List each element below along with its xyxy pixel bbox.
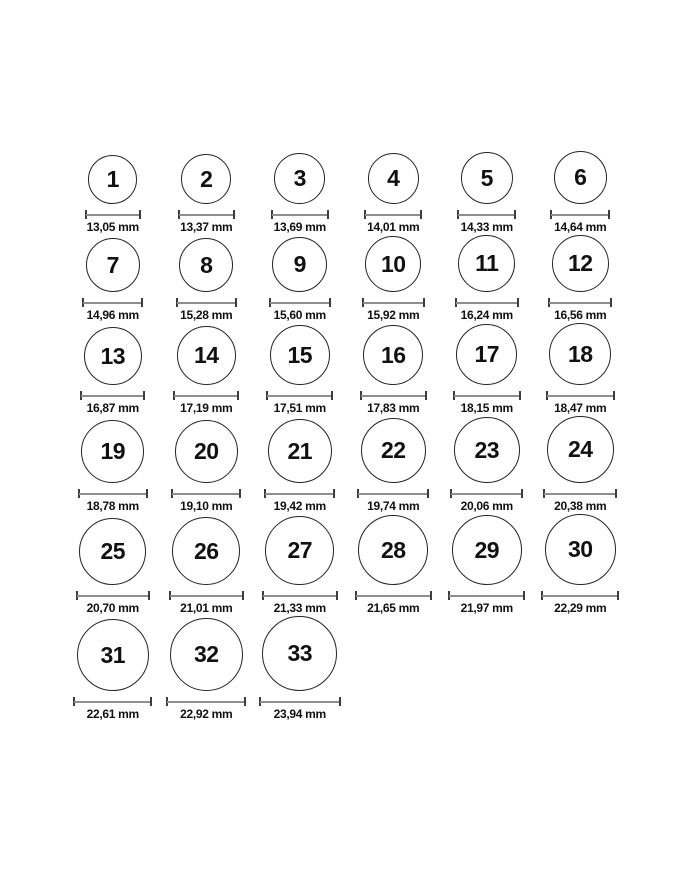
ring-size-number: 9 [293, 251, 306, 277]
ring-size-cell [534, 323, 628, 414]
ring-size-number: 12 [567, 250, 593, 276]
ruler-bar [260, 701, 340, 703]
diameter-ruler [357, 489, 429, 498]
ring-circle [79, 518, 146, 585]
ruler-tick-right [141, 298, 143, 307]
ring-size-row [0, 235, 700, 321]
ring-size-cell [66, 155, 160, 233]
ruler-bar [270, 302, 330, 304]
ring-circle [552, 235, 609, 292]
ring-circle [461, 152, 513, 204]
ruler-tick-right [336, 591, 338, 600]
ring-circle [458, 235, 515, 292]
diameter-label: 21,97 mm [460, 601, 513, 615]
ring-size-number: 30 [567, 536, 593, 562]
ring-circle [358, 515, 428, 585]
diameter-label: 23,94 mm [273, 707, 326, 721]
ring-circle [363, 325, 423, 385]
ruler-bar [458, 214, 515, 216]
ring-size-number: 24 [567, 436, 593, 462]
diameter-label: 20,38 mm [554, 499, 607, 513]
diameter-ruler [80, 391, 145, 400]
ruler-bar [272, 214, 328, 216]
ruler-tick-right [242, 591, 244, 600]
ruler-bar [549, 302, 611, 304]
diameter-ruler [453, 391, 521, 400]
diameter-ruler [259, 697, 341, 706]
ruler-tick-right [150, 697, 152, 706]
diameter-ruler [355, 591, 432, 600]
ring-size-number: 27 [287, 537, 313, 563]
ruler-bar [542, 595, 618, 597]
diameter-ruler [169, 591, 244, 600]
ring-size-cell [160, 238, 254, 321]
diameter-ruler [548, 298, 612, 307]
ruler-tick-right [423, 298, 425, 307]
ring-size-row [0, 616, 700, 720]
ring-size-number: 26 [193, 537, 219, 564]
ring-size-cell [534, 151, 628, 233]
ring-size-cell [66, 420, 160, 512]
diameter-label: 18,47 mm [554, 401, 607, 415]
ruler-bar [81, 395, 144, 397]
diameter-label: 15,92 mm [367, 308, 420, 322]
ring-circle [270, 325, 330, 385]
diameter-label: 13,69 mm [273, 220, 326, 234]
ruler-bar [174, 395, 238, 397]
ring-size-number: 3 [293, 165, 306, 191]
ring-circle [86, 238, 140, 292]
ring-size-number: 31 [100, 641, 126, 668]
diameter-ruler [364, 210, 422, 219]
diameter-label: 21,33 mm [273, 601, 326, 615]
ring-size-number: 25 [100, 538, 126, 564]
ruler-bar [167, 701, 245, 703]
ring-circle [549, 323, 611, 385]
ruler-tick-right [615, 489, 617, 498]
ruler-tick-right [329, 298, 331, 307]
ring-size-row [0, 514, 700, 614]
ring-circle [179, 238, 233, 292]
diameter-ruler [82, 298, 143, 307]
ruler-bar [179, 214, 234, 216]
diameter-label: 14,64 mm [554, 220, 607, 234]
diameter-label: 19,10 mm [180, 499, 233, 513]
ruler-tick-right [430, 591, 432, 600]
diameter-label: 18,15 mm [460, 401, 513, 415]
ring-circle [274, 153, 325, 204]
ruler-bar [172, 493, 240, 495]
diameter-ruler [457, 210, 516, 219]
ruler-tick-right [420, 210, 422, 219]
diameter-ruler [269, 298, 331, 307]
ring-circle [272, 237, 327, 292]
diameter-ruler [546, 391, 615, 400]
diameter-ruler [271, 210, 329, 219]
ring-size-cell [440, 324, 534, 414]
ring-size-cell [253, 325, 347, 414]
ring-size-number: 23 [474, 436, 500, 463]
ruler-bar [363, 302, 424, 304]
ring-size-cell [534, 416, 628, 512]
ring-size-cell [66, 619, 160, 720]
ruler-tick-right [608, 210, 610, 219]
ring-size-number: 1 [106, 166, 119, 192]
ring-size-row [0, 323, 700, 414]
diameter-label: 22,92 mm [180, 707, 233, 721]
ring-size-number: 8 [200, 251, 213, 278]
ring-circle [545, 514, 616, 585]
ruler-tick-right [146, 489, 148, 498]
ruler-tick-right [610, 298, 612, 307]
diameter-label: 19,42 mm [273, 499, 326, 513]
ruler-bar [358, 493, 428, 495]
ruler-tick-right [523, 591, 525, 600]
ring-size-cell [253, 516, 347, 614]
diameter-label: 16,56 mm [554, 308, 607, 322]
diameter-label: 13,37 mm [180, 220, 233, 234]
ring-size-cell [347, 418, 441, 512]
ruler-tick-right [519, 391, 521, 400]
diameter-ruler [76, 591, 150, 600]
diameter-ruler [73, 697, 152, 706]
ring-size-cell [66, 518, 160, 614]
ring-circle [547, 416, 614, 483]
ring-size-cell [253, 616, 347, 720]
diameter-ruler [541, 591, 619, 600]
ring-size-number: 2 [200, 165, 213, 192]
diameter-ruler [176, 298, 237, 307]
ring-size-number: 33 [287, 640, 313, 666]
diameter-ruler [450, 489, 523, 498]
diameter-ruler [360, 391, 427, 400]
diameter-label: 17,83 mm [367, 401, 420, 415]
diameter-label: 21,01 mm [180, 601, 233, 615]
ring-size-number: 19 [100, 438, 126, 464]
ring-circle [175, 420, 238, 483]
ruler-bar [544, 493, 616, 495]
diameter-label: 22,29 mm [554, 601, 607, 615]
ring-circle [262, 616, 337, 691]
ring-circle [268, 419, 332, 483]
diameter-label: 20,06 mm [460, 499, 513, 513]
ring-size-cell [534, 235, 628, 321]
diameter-ruler [85, 210, 141, 219]
ring-size-cell [440, 417, 534, 512]
ruler-tick-right [143, 391, 145, 400]
ring-size-number: 14 [193, 342, 219, 368]
diameter-label: 14,01 mm [367, 220, 420, 234]
ruler-tick-right [617, 591, 619, 600]
ruler-bar [170, 595, 243, 597]
ring-size-cell [440, 235, 534, 321]
ring-size-cell [440, 152, 534, 233]
ring-size-cell [160, 420, 254, 512]
ring-size-cell [253, 419, 347, 512]
ring-size-cell [160, 326, 254, 414]
ruler-tick-right [235, 298, 237, 307]
diameter-label: 14,96 mm [86, 308, 139, 322]
diameter-ruler [178, 210, 235, 219]
diameter-label: 17,51 mm [273, 401, 326, 415]
diameter-label: 16,87 mm [86, 401, 139, 415]
diameter-ruler [264, 489, 335, 498]
ruler-bar [267, 395, 332, 397]
ruler-bar [177, 302, 236, 304]
ring-size-chart [0, 151, 700, 720]
ring-size-number: 6 [574, 164, 587, 190]
ring-size-cell [253, 237, 347, 321]
ring-circle [81, 420, 144, 483]
ruler-bar [551, 214, 609, 216]
ring-circle [456, 324, 517, 385]
ring-size-number: 10 [380, 250, 406, 277]
ring-size-number: 21 [287, 437, 313, 464]
ring-circle [88, 155, 137, 204]
diameter-label: 13,05 mm [86, 220, 139, 234]
ruler-bar [547, 395, 614, 397]
ruler-bar [83, 302, 142, 304]
ring-size-number: 4 [387, 165, 400, 191]
ruler-bar [454, 395, 520, 397]
ring-size-number: 28 [380, 536, 406, 563]
diameter-label: 17,19 mm [180, 401, 233, 415]
diameter-ruler [455, 298, 519, 307]
ruler-bar [365, 214, 421, 216]
ring-size-cell [534, 514, 628, 614]
diameter-ruler [78, 489, 148, 498]
diameter-ruler [166, 697, 246, 706]
ring-circle [452, 515, 522, 585]
ring-circle [365, 236, 421, 292]
ruler-tick-right [239, 489, 241, 498]
ruler-tick-right [339, 697, 341, 706]
diameter-ruler [543, 489, 617, 498]
ring-circle [361, 418, 426, 483]
ring-size-cell [347, 153, 441, 233]
diameter-label: 22,61 mm [86, 707, 139, 721]
ring-circle [368, 153, 419, 204]
ruler-tick-right [237, 391, 239, 400]
ring-size-cell [440, 515, 534, 614]
diameter-label: 21,65 mm [367, 601, 420, 615]
ruler-tick-right [333, 489, 335, 498]
ring-size-number: 32 [193, 641, 219, 667]
ring-size-number: 20 [193, 438, 219, 464]
diameter-ruler [448, 591, 525, 600]
ruler-tick-right [327, 210, 329, 219]
ring-circle [170, 618, 243, 691]
ruler-bar [79, 493, 147, 495]
ruler-tick-right [517, 298, 519, 307]
ring-size-row [0, 416, 700, 512]
ring-size-cell [253, 153, 347, 233]
ring-circle [172, 517, 240, 585]
ruler-bar [263, 595, 337, 597]
ring-circle [554, 151, 607, 204]
ring-size-number: 13 [100, 342, 126, 369]
ring-circle [454, 417, 520, 483]
ruler-bar [265, 493, 334, 495]
ruler-tick-right [613, 391, 615, 400]
ring-size-number: 22 [380, 437, 406, 463]
diameter-ruler [266, 391, 333, 400]
ring-size-row [0, 151, 700, 233]
ring-circle [177, 326, 236, 385]
ring-size-cell [347, 236, 441, 321]
ruler-tick-right [427, 489, 429, 498]
ring-size-number: 15 [287, 341, 313, 368]
ring-size-number: 11 [475, 250, 499, 276]
diameter-label: 14,33 mm [460, 220, 513, 234]
ruler-tick-right [331, 391, 333, 400]
diameter-ruler [173, 391, 239, 400]
diameter-ruler [362, 298, 425, 307]
ruler-bar [361, 395, 426, 397]
ruler-tick-right [521, 489, 523, 498]
diameter-ruler [262, 591, 338, 600]
ruler-bar [356, 595, 431, 597]
ring-size-number: 29 [474, 536, 500, 563]
ruler-bar [449, 595, 524, 597]
ruler-bar [77, 595, 149, 597]
ring-size-number: 17 [474, 341, 500, 367]
ring-circle [181, 154, 231, 204]
ruler-tick-right [233, 210, 235, 219]
ring-size-cell [160, 517, 254, 614]
ring-size-number: 18 [567, 340, 593, 367]
diameter-label: 15,60 mm [273, 308, 326, 322]
ring-size-cell [347, 325, 441, 414]
diameter-ruler [550, 210, 610, 219]
ring-circle [265, 516, 334, 585]
ring-size-cell [160, 618, 254, 720]
diameter-label: 15,28 mm [180, 308, 233, 322]
ruler-bar [456, 302, 518, 304]
ring-circle [77, 619, 149, 691]
ruler-bar [86, 214, 140, 216]
diameter-label: 20,70 mm [86, 601, 139, 615]
ruler-tick-right [514, 210, 516, 219]
ruler-tick-right [244, 697, 246, 706]
ruler-tick-right [425, 391, 427, 400]
diameter-label: 16,24 mm [460, 308, 513, 322]
ring-circle [84, 327, 142, 385]
ring-size-cell [66, 238, 160, 321]
ring-size-cell [347, 515, 441, 614]
ruler-bar [74, 701, 151, 703]
ring-size-number: 7 [106, 251, 119, 278]
ring-size-cell [66, 327, 160, 414]
diameter-ruler [171, 489, 241, 498]
ruler-bar [451, 493, 522, 495]
diameter-label: 19,74 mm [367, 499, 420, 513]
ruler-tick-right [148, 591, 150, 600]
ruler-tick-right [139, 210, 141, 219]
diameter-label: 18,78 mm [86, 499, 139, 513]
ring-size-number: 16 [380, 341, 406, 368]
ring-size-cell [160, 154, 254, 233]
ring-size-number: 5 [480, 164, 493, 191]
